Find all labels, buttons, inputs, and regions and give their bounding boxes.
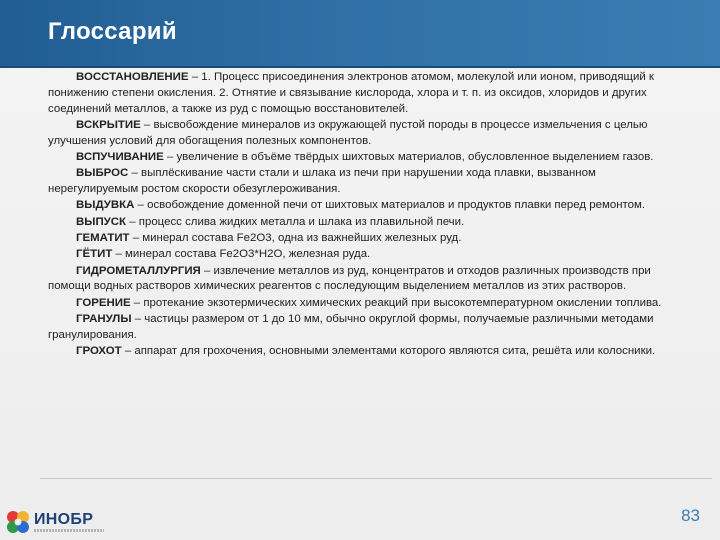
glossary-definition: – аппарат для грохочения, основными элементами которого являются сита, решёта или колосники. [121, 345, 656, 358]
logo-text: ИНОБР [34, 511, 94, 528]
glossary-term: ВОССТАНОВЛЕНИЕ [76, 71, 189, 83]
glossary-entry [48, 264, 688, 296]
glossary-term: ВЫДУВКА [76, 199, 135, 212]
glossary-term: ВСПУЧИВАНИЕ [76, 150, 164, 163]
page-title: Глоссарий [48, 18, 177, 45]
glossary-entry [48, 296, 688, 312]
glossary-entry [48, 247, 688, 263]
glossary-entry [48, 166, 688, 198]
footer-divider [40, 478, 712, 479]
glossary-term: ГОРЕНИЕ [76, 296, 131, 309]
glossary-definition: – минерал состава Fe2O3*H2O, железная руда. [112, 248, 371, 261]
header-bar [0, 0, 720, 68]
glossary-definition: – 1. Процесс присоединения электронов атомом, молекулой или ионом, приводящий к понижению степени окисления. 2. Отнятие и связывание кислорода, хлора и т. п. из оксидов, хлоридов и других соединений металлов, а также из руд с помощью восстановителей. [48, 71, 654, 115]
glossary-entry [48, 70, 688, 117]
glossary-definition: – протекание экзотермических химических реакций при высокотемпературном окислении топлива. [130, 296, 662, 309]
glossary-term: ГРАНУЛЫ [76, 312, 132, 325]
glossary-term: ВЫПУСК [76, 215, 127, 228]
glossary-entry [48, 198, 688, 214]
glossary-entry [48, 344, 688, 360]
glossary-entry [48, 150, 688, 166]
glossary-term: ВСКРЫТИЕ [76, 118, 141, 131]
glossary-definition: – процесс слива жидких металла и шлака из плавильной печи. [126, 215, 465, 228]
glossary-entry [48, 215, 688, 231]
glossary-term: ГИДРОМЕТАЛЛУРГИЯ [76, 264, 201, 277]
glossary-entry [48, 312, 688, 344]
logo-emblem-icon [4, 508, 32, 536]
glossary-term: ГЁТИТ [76, 248, 113, 261]
glossary-term: ГЕМАТИТ [76, 231, 130, 244]
logo-subtext [34, 529, 104, 532]
glossary-definition: – освобождение доменной печи от шихтовых материалов и продуктов плавки перед ремонтом. [134, 199, 646, 212]
glossary-definition: – выплёскивание части стали и шлака из печи при нарушении хода плавки, вызванном нерегулируемым ростом скорости обезуглероживания. [48, 167, 596, 196]
glossary-definition: – увеличение в объёме твёрдых шихтовых материалов, обусловленное выделением газов. [163, 150, 654, 163]
glossary-term: ВЫБРОС [76, 167, 129, 180]
glossary-entry [48, 231, 688, 247]
glossary-definition: – минерал состава Fe2O3, одна из важнейших железных руд. [129, 231, 462, 244]
glossary-definition: – извлечение металлов из руд, концентратов и отходов различных производств при помощи водных растворов химических реагентов с последующим выделением металлов из этих растворов. [48, 264, 651, 293]
glossary-content [48, 70, 688, 360]
glossary-term: ГРОХОТ [76, 345, 122, 358]
inobr-logo [4, 508, 114, 536]
page-number: 83 [681, 506, 700, 525]
glossary-definition: – высвобождение минералов из окружающей пустой породы в процессе измельчения с целью улучшения условий для обогащения полезных компонентов. [48, 118, 648, 147]
glossary-entry [48, 118, 688, 150]
glossary-definition: – частицы размером от 1 до 10 мм, обычно округлой формы, получаемые различными методами гранулирования. [48, 312, 654, 341]
